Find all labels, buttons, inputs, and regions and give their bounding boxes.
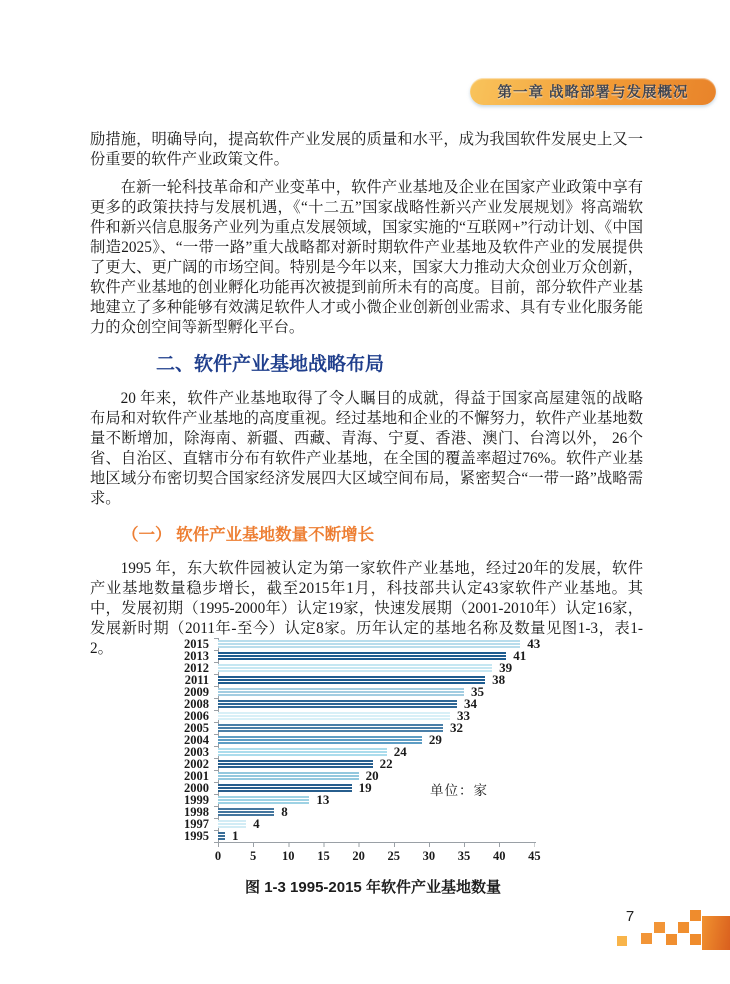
y-axis-tick-label: 2011 — [184, 673, 209, 687]
chart-rows — [156, 636, 676, 842]
bar — [218, 748, 387, 756]
bar-value-label: 19 — [358, 780, 372, 795]
bar — [218, 676, 485, 684]
footer-mosaic-decoration — [615, 910, 730, 952]
paragraph: 在新一轮科技革命和产业变革中，软件产业基地及企业在国家产业政策中享有更多的政策扶持与发展机遇，《“十二五”国家战略性新兴产业发展规划》将高端软件和新兴信息服务产业列为重点发展领域，国家实施的“互联网+”行动计划、《中国制造2025》、“一带一路”重大战略都对新时期软件产业基地及软件产业的发展提供了更大、更广阔的市场空间。特别是今年以来，国家大力推动大众创业万众创新，软件产业基地的创业孵化功能再次被提到前所未有的高度。目前，部分软件产业基地建立了多种能够有效满足软件人才或小微企业创新创业需求、具有专业化服务能力的众创空间等新型孵化平台。 — [90, 179, 643, 336]
bar — [218, 832, 225, 840]
bar-value-label: 22 — [379, 756, 393, 771]
page-number: 7 — [625, 908, 635, 925]
mosaic-square — [654, 922, 665, 933]
chart-bar-row — [156, 746, 676, 758]
body-text — [90, 130, 643, 659]
x-axis-tick-label: 35 — [457, 849, 471, 863]
x-axis-tick-label: 15 — [317, 849, 330, 863]
bar-value-label: 13 — [316, 792, 330, 807]
bar — [218, 808, 274, 816]
bar-value-label: 8 — [281, 804, 288, 819]
y-axis-tick-label: 1999 — [184, 793, 209, 807]
mosaic-square — [678, 922, 689, 933]
sub-section-heading: （一） 软件产业基地数量不断增长 — [122, 526, 375, 544]
y-axis-tick-label: 1997 — [184, 817, 209, 831]
chart-bar-row — [156, 638, 676, 650]
x-axis-tick-label: 20 — [352, 849, 365, 863]
figure-caption: 图 1-3 1995-2015 年软件产业基地数量 — [245, 879, 501, 896]
bar-value-label: 41 — [513, 648, 527, 663]
bar — [218, 724, 443, 732]
y-axis-tick-label: 2015 — [184, 637, 209, 651]
bar — [218, 772, 359, 780]
y-axis-tick-label: 2008 — [184, 697, 209, 711]
chart-bar-row — [156, 770, 676, 782]
paragraph: 1995 年，东大软件园被认定为第一家软件产业基地，经过20年的发展，软件产业基地数量稳步增长，截至2015年1月，科技部共认定43家软件产业基地。其中，发展初期（1995-2000年）认定19家，快速发展期（2001-2010年）认定16家，发展新时期（2011年-至今）认定8家。历年认定的基地名称及数量见图1-3，表1-2。 — [90, 560, 643, 657]
x-axis-ticks — [218, 843, 535, 847]
chart-unit-label: 单位：家 — [430, 783, 488, 798]
x-axis-tick-label: 30 — [422, 849, 436, 863]
chart-bar-row — [156, 758, 676, 770]
bar-chart — [156, 636, 676, 867]
bar — [218, 736, 422, 744]
bar-value-label: 20 — [365, 768, 379, 783]
mosaic-square — [666, 934, 677, 945]
section-heading: 二、软件产业基地战略布局 — [156, 354, 385, 375]
chart-bar-row — [156, 674, 676, 686]
x-axis-tick-label: 10 — [282, 849, 295, 863]
bar — [218, 640, 520, 648]
bar-value-label: 38 — [492, 672, 506, 687]
chart-bar-row — [156, 782, 676, 794]
bar — [218, 760, 373, 768]
mosaic-square — [690, 910, 701, 921]
bar — [218, 820, 246, 828]
chart-bar-row — [156, 650, 676, 662]
bar-value-label: 35 — [471, 684, 485, 699]
bar-value-label: 43 — [527, 636, 541, 651]
bar — [218, 712, 450, 720]
paragraph: 20 年来，软件产业基地取得了令人瞩目的成就，得益于国家高屋建瓴的战略布局和对软件产业基地的高度重视。经过基地和企业的不懈努力，软件产业基地数量不断增加，除海南、新疆、西藏、青海、宁夏、香港、澳门、台湾以外， 26个省、自治区、直辖市分布有软件产业基地，在全国的覆盖率超过76%。软件产业基地区域分布密切契合国家经济发展四大区域空间布局，紧密契合“一带一路”战略需求。 — [90, 390, 643, 507]
chart-bar-row — [156, 722, 676, 734]
y-axis-tick-label: 2009 — [184, 685, 209, 699]
bar-value-label: 33 — [456, 708, 470, 723]
x-axis-tick-label: 40 — [492, 849, 506, 863]
y-axis-tick-label: 1995 — [184, 829, 209, 843]
mosaic-block — [702, 916, 730, 950]
y-axis-tick-label: 2000 — [184, 781, 209, 795]
bar — [218, 796, 309, 804]
x-axis-tick-label: 25 — [387, 849, 400, 863]
chart-bar-row — [156, 734, 676, 746]
chart-bar-row — [156, 662, 676, 674]
y-axis-tick-label: 2013 — [184, 649, 209, 663]
bar-value-label: 34 — [464, 696, 478, 711]
y-axis-tick-label: 2002 — [184, 757, 209, 771]
figure-1-3 — [0, 636, 730, 926]
y-axis-tick-label: 2004 — [184, 733, 209, 747]
chart-bar-row — [156, 710, 676, 722]
bar-value-label: 4 — [253, 816, 260, 831]
mosaic-square — [690, 934, 701, 945]
bar-value-label: 29 — [428, 732, 442, 747]
y-axis-tick-label: 2006 — [184, 709, 209, 723]
bar-value-label: 24 — [393, 744, 407, 759]
mosaic-square — [641, 933, 652, 944]
chapter-title: 第一章 战略部署与发展概况 — [497, 85, 689, 101]
bar-value-label: 1 — [232, 828, 239, 843]
chart-bar-row — [156, 698, 676, 710]
bar — [218, 784, 352, 792]
bar — [218, 652, 506, 660]
bar-value-label: 39 — [499, 660, 513, 675]
x-axis — [214, 842, 541, 867]
chart-bar-row — [156, 806, 676, 818]
chart-bar-row — [156, 686, 676, 698]
x-axis-tick-label: 5 — [250, 849, 257, 863]
y-axis-tick-label: 2003 — [184, 745, 209, 759]
y-axis-tick-label: 1998 — [184, 805, 209, 819]
chapter-header-badge — [470, 78, 716, 105]
x-axis-tick-label: 45 — [528, 849, 541, 863]
bar — [218, 688, 464, 696]
y-axis-tick-label: 2001 — [184, 769, 209, 783]
bar-value-label: 32 — [449, 720, 463, 735]
bar — [218, 700, 457, 708]
chart-bar-row — [156, 830, 676, 842]
y-axis-tick-label: 2005 — [184, 721, 209, 735]
y-axis-tick-label: 2012 — [184, 661, 209, 675]
bar — [218, 664, 492, 672]
paragraph-continuation: 励措施，明确导向，提高软件产业发展的质量和水平，成为我国软件发展史上又一份重要的软件产业政策文件。 — [90, 131, 643, 168]
chart-bar-row — [156, 794, 676, 806]
mosaic-square — [617, 936, 627, 946]
x-axis-tick-label: 0 — [214, 849, 222, 863]
